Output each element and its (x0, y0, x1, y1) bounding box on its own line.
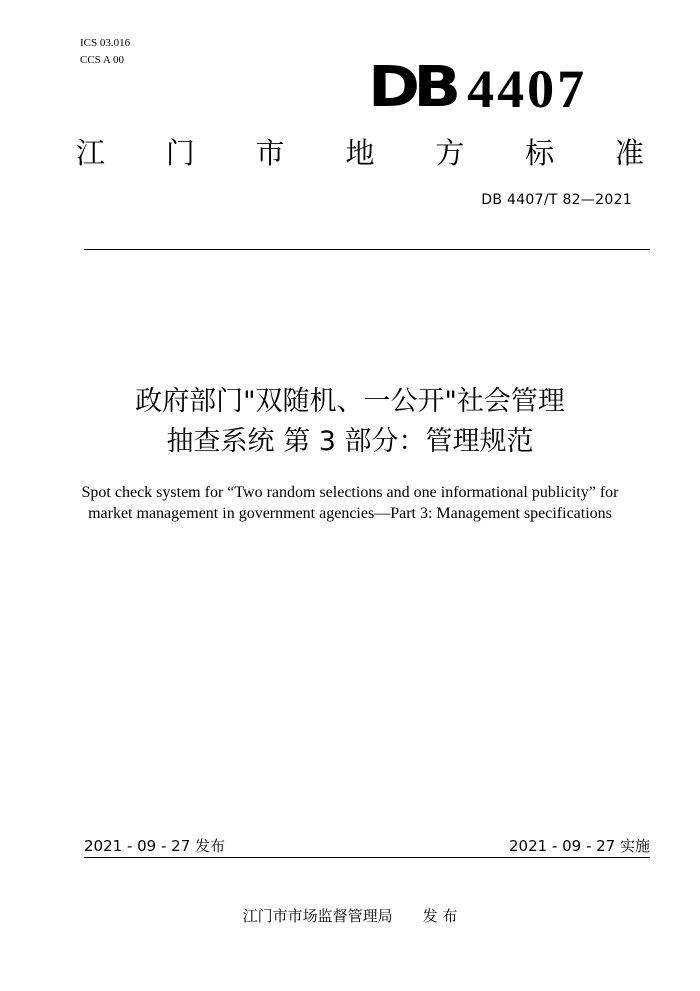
standard-type-char: 地 (345, 136, 375, 170)
english-title (70, 482, 630, 524)
standard-type-char: 标 (525, 136, 555, 170)
logo-region-number: 4407 (467, 59, 588, 119)
chinese-title-line-1: 政府部门"双随机、一公开"社会管理 (135, 386, 565, 417)
classification-codes (80, 35, 130, 69)
standard-type-char: 门 (165, 136, 195, 170)
ics-code: ICS 03.016 (80, 37, 131, 49)
implementation-date: 2021 - 09 - 27 实施 (508, 837, 650, 855)
publisher-name: 江门市市场监督管理局 (242, 907, 393, 925)
chinese-title-line-2: 抽查系统 第 3 部分：管理规范 (166, 426, 534, 457)
standard-type-char: 方 (435, 136, 465, 170)
ccs-code: CCS A 00 (80, 54, 125, 66)
publisher-line (0, 905, 700, 926)
standard-type-char: 江 (76, 136, 106, 170)
bottom-divider (84, 857, 650, 858)
top-divider (84, 249, 650, 250)
standard-number: DB 4407/T 82—2021 (481, 192, 632, 208)
standard-type-title (76, 136, 644, 170)
issue-date: 2021 - 09 - 27 发布 (84, 837, 226, 855)
english-title-line-2: market management in government agencies—Part 3: Management specifications (88, 505, 612, 522)
publish-label: 发 布 (422, 907, 458, 925)
standard-type-char: 准 (614, 136, 644, 170)
standard-type-char: 市 (255, 136, 285, 170)
db-standard-logo (368, 55, 588, 120)
english-title-line-1: Spot check system for “Two random selections and one informational publicity” for (81, 484, 619, 501)
chinese-title (60, 382, 640, 462)
logo-db-mark: DB (368, 55, 455, 120)
